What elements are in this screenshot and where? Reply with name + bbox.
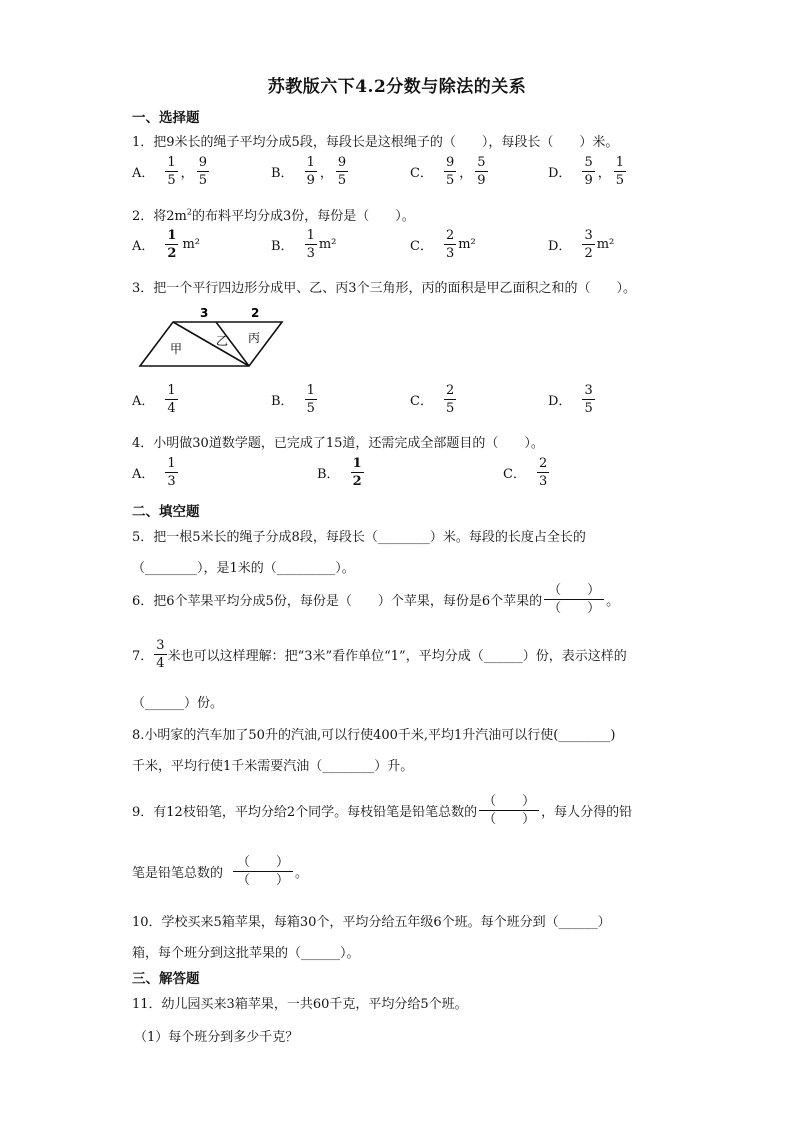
question-1-text: 1．把9米长的绳子平均分成5段，每段长是这根绳子的（ ），每段长（ ）米。: [132, 135, 619, 150]
q3-option-b[interactable]: [271, 384, 318, 415]
q2-option-b[interactable]: [271, 229, 336, 260]
q1-option-a[interactable]: A． $\frac{1}{5}$ ， $\frac{9}{5}$: [132, 155, 207, 188]
fraction: $\frac{1}{3}$: [306, 228, 315, 261]
unit: m²: [458, 237, 476, 252]
option-label: A．: [132, 394, 155, 409]
question-4-text: 4．小明做30道数学题，已完成了15道，还需完成全部题目的（ ）。: [132, 436, 544, 451]
divider-line-1: [173, 322, 249, 366]
unit: m²: [182, 237, 200, 252]
q3-option-d[interactable]: [548, 384, 596, 415]
section-heading-fill: 二、填空题: [132, 504, 200, 520]
option-label: A．: [132, 467, 155, 482]
question-8-line-1: 8.小明家的汽车加了50升的汽油,可以行使400千米,平均1升汽油可以行使(________): [132, 728, 616, 743]
option-label: C．: [410, 166, 433, 181]
fraction: $\frac{2}{5}$: [445, 383, 455, 416]
fraction: $\frac{3}{5}$: [584, 383, 593, 416]
q1-option-c[interactable]: C． $\frac{9}{5}$ ， $\frac{5}{9}$: [410, 155, 486, 188]
question-9-line-1: 9．有12枝铅笔，平均分给2个同学。每枝铅笔是铅笔总数的 （ ） （ ） ，每人分得的铅: [132, 793, 633, 827]
question-6-text: 6．把6个苹果平均分成5份，每份是（ ）个苹果，每份是6个苹果的 （ ） （ ） 。: [132, 582, 620, 616]
label-2: 2: [251, 306, 260, 320]
q4-option-a[interactable]: [132, 457, 179, 488]
question-9-line-2: 笔是铅笔总数的 （ ） （ ） 。: [132, 854, 309, 888]
question-10-line-2: 箱，每个班分到这批苹果的（______）。: [132, 946, 360, 961]
question-7-line-1: 7． $\frac{3}{4}$ 米也可以这样理解：把“3米”看作单位“1”，平均分成（______）份，表示这样的: [132, 637, 627, 671]
fraction: $\frac{1}{5}$: [306, 383, 315, 416]
option-label: C．: [410, 394, 433, 409]
q2-option-d[interactable]: [548, 229, 614, 260]
q4-option-b[interactable]: [317, 457, 365, 488]
blank-fraction[interactable]: （ ） （ ）: [479, 795, 539, 826]
fraction: $\frac{1}{9}$: [306, 155, 315, 188]
fraction: $\frac{9}{5}$: [445, 155, 455, 188]
option-label: C．: [503, 467, 526, 482]
page-title: 苏教版六下4.2分数与除法的关系: [267, 77, 527, 97]
fraction: $\frac{2}{3}$: [445, 228, 455, 261]
fraction: $\frac{5}{9}$: [584, 155, 593, 188]
fraction: $\frac{1}{4}$: [167, 383, 176, 416]
option-label: B．: [271, 166, 294, 181]
option-label: B．: [317, 467, 340, 482]
label-yi: 乙: [216, 334, 229, 348]
fraction: $\frac{1}{5}$: [167, 155, 176, 188]
question-2-text: 2．将$2m^2$的布料平均分成3份，每份是（ ）。: [132, 207, 415, 224]
fraction: $\frac{1}{2}$: [352, 456, 362, 489]
option-label: A．: [132, 166, 155, 181]
question-11-sub-1: （1）每个班分到多少千克？: [134, 1030, 299, 1045]
parallelogram-figure: [130, 300, 290, 370]
q4-option-c[interactable]: [503, 457, 550, 488]
fraction: $\frac{3}{4}$: [156, 637, 165, 671]
fraction: $\frac{2}{3}$: [538, 456, 548, 489]
question-5-line-2: （________），是1米的（_________）。: [132, 561, 355, 576]
blank-fraction[interactable]: （ ） （ ）: [233, 856, 293, 887]
label-3: 3: [200, 306, 209, 320]
q1-option-d[interactable]: D． $\frac{5}{9}$ ， $\frac{1}{5}$: [548, 155, 625, 188]
section-heading-answer: 三、解答题: [132, 971, 200, 987]
fraction: $\frac{9}{5}$: [337, 155, 347, 188]
question-5-line-1: 5．把一根5米长的绳子分成8段，每段长（________）米。每段的长度占全长的: [132, 530, 586, 545]
question-3-text: 3．把一个平行四边形分成甲、乙、丙3个三角形，丙的面积是甲乙面积之和的（ ）。: [132, 281, 637, 296]
fraction: $\frac{1}{2}$: [167, 228, 177, 261]
q2-option-a[interactable]: [132, 229, 200, 260]
section-heading-choice: 一、选择题: [132, 110, 200, 126]
option-label: A．: [132, 239, 155, 254]
fraction: $\frac{1}{3}$: [167, 456, 176, 489]
question-10-line-1: 10．学校买来5箱苹果，每箱30个，平均分给五年级6个班。每个班分到（______）: [132, 915, 611, 930]
unit: m²: [318, 237, 337, 252]
fraction: $\frac{1}{5}$: [615, 155, 625, 188]
question-7-line-2: （______）份。: [132, 696, 224, 711]
label-jia: 甲: [170, 342, 183, 356]
option-label: D．: [548, 394, 572, 409]
option-label: D．: [548, 239, 572, 254]
blank-fraction[interactable]: （ ） （ ）: [544, 584, 604, 615]
fraction: $\frac{9}{5}$: [198, 155, 207, 188]
question-11-text: 11．幼儿园买来3箱苹果，一共60千克，平均分给5个班。: [132, 997, 468, 1012]
unit: m²: [596, 237, 615, 252]
option-label: B．: [271, 239, 294, 254]
label-bing: 丙: [248, 331, 261, 345]
q1-option-b[interactable]: B． $\frac{1}{9}$ ， $\frac{9}{5}$: [271, 155, 347, 188]
option-label: B．: [271, 394, 294, 409]
q3-option-c[interactable]: [410, 384, 457, 415]
option-label: D．: [548, 166, 572, 181]
q3-option-a[interactable]: [132, 384, 179, 415]
q2-option-c[interactable]: [410, 229, 476, 260]
fraction: $\frac{5}{9}$: [477, 155, 486, 188]
option-label: C．: [410, 239, 433, 254]
fraction: $\frac{3}{2}$: [584, 228, 593, 261]
question-8-line-2: 千米，平均行使1千米需要汽油（________）升。: [132, 759, 414, 774]
